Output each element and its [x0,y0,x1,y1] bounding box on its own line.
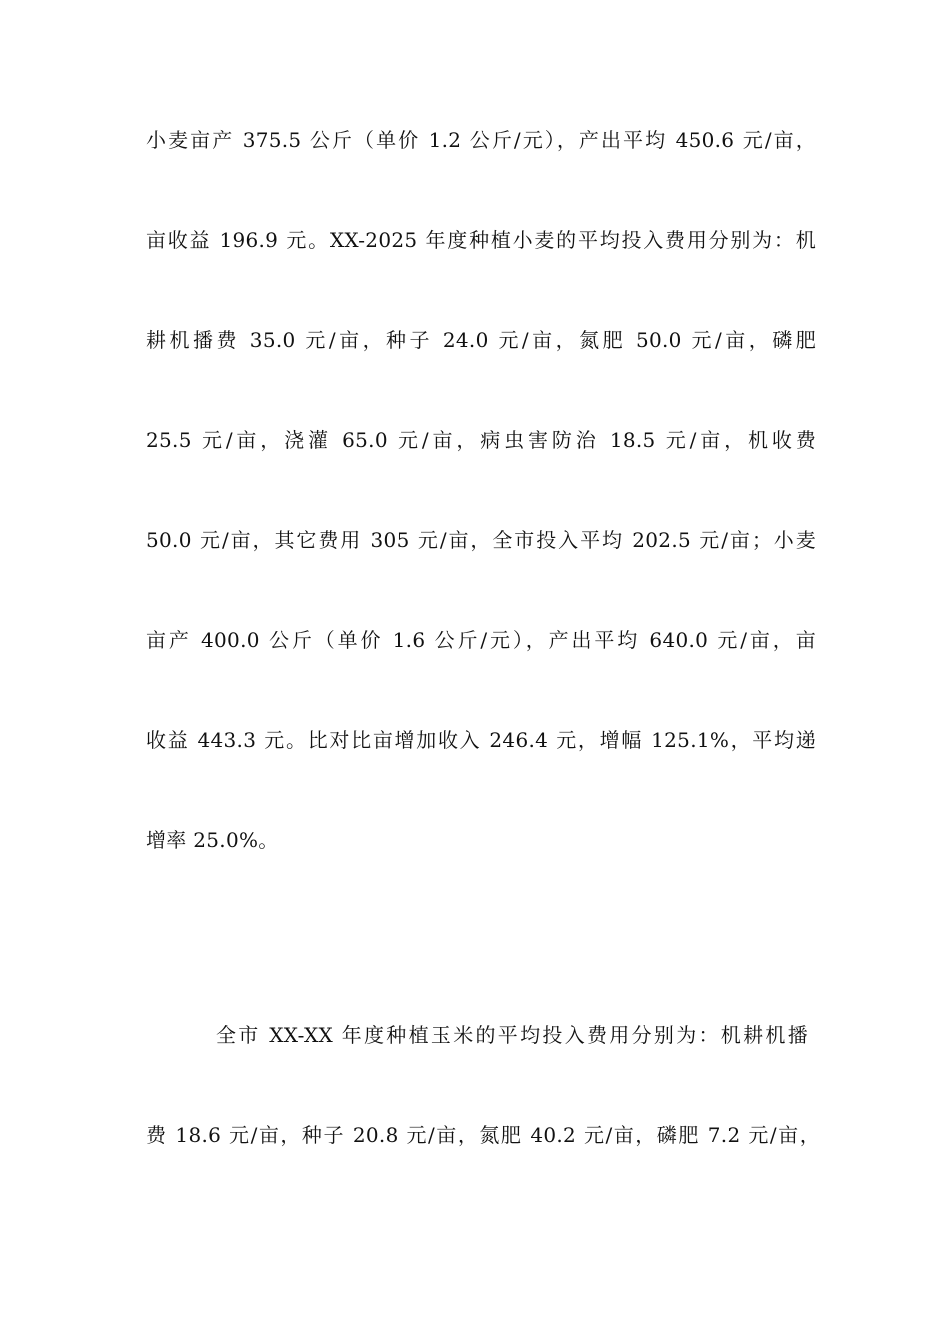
paragraph-1-line-3: 耕机播费 35.0 元/亩，种子 24.0 元/亩，氮肥 50.0 元/亩，磷肥 [146,328,816,352]
paragraph-1-line-8: 增率 25.0%。 [146,828,279,852]
paragraph-1-line-4: 25.5 元/亩，浇灌 65.0 元/亩，病虫害防治 18.5 元/亩，机收费 [146,428,816,452]
paragraph-1-line-1: 小麦亩产 375.5 公斤（单价 1.2 公斤/元），产出平均 450.6 元/亩， [146,128,816,152]
paragraph-1-line-2: 亩收益 196.9 元。XX-2025 年度种植小麦的平均投入费用分别为：机 [146,228,816,252]
paragraph-2-line-1: 全市 XX-XX 年度种植玉米的平均投入费用分别为：机耕机播 [216,1023,808,1047]
paragraph-1-line-7: 收益 443.3 元。比对比亩增加收入 246.4 元，增幅 125.1%，平均递 [146,728,816,752]
paragraph-2-line-2: 费 18.6 元/亩，种子 20.8 元/亩，氮肥 40.2 元/亩，磷肥 7.2 元/亩， [146,1123,820,1147]
paragraph-1-line-5: 50.0 元/亩，其它费用 305 元/亩，全市投入平均 202.5 元/亩；小麦 [146,528,816,552]
paragraph-1-line-6: 亩产 400.0 公斤（单价 1.6 公斤/元），产出平均 640.0 元/亩，亩 [146,628,816,652]
